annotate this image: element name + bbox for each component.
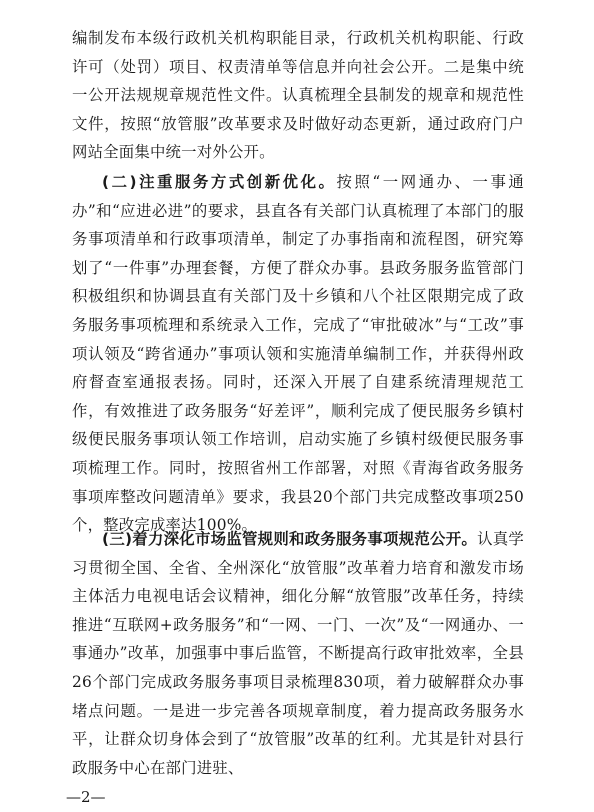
section-heading-2: (二)注重服务方式创新优化。 (102, 173, 337, 191)
paragraph-3-body: 认真学习贯彻全国、全省、全州深化“放管服”改革着力培育和激发市场主体活力电视电话会议精神，细化分解“放管服”改革任务，持续推进“互联网+政务服务”和“一网、一门、一次”及“一网通办、一事通办”改革，加强事中事后监管，不断提高行政审批效率，全县26个部门完成政务服务事项目录梳理830项，着力破解群众办事堵点问题。一是进一步完善各项规章制度，着力提高政务服务水平，让群众切身体会到了“放管服”改革的红利。尤其是针对县行政服务中心在部门进驻、 (72, 530, 524, 777)
paragraph-1-body: 编制发布本级行政机关机构职能目录，行政机关机构职能、行政许可（处罚）项目、权责清单等信息并向社会公开。二是集中统一公开法规规章规范性文件。认真梳理全县制发的规章和规范性文件，按照“放管服”改革要求及时做好动态更新，通过政府门户网站全面集中统一对外公开。 (72, 29, 524, 162)
paragraph-1 (72, 24, 524, 167)
paragraph-2 (72, 168, 524, 540)
section-heading-3: (三)着力深化市场监管规则和政务服务事项规范公开。 (102, 530, 478, 548)
paragraph-2-body: 按照“一网通办、一事通办”和“应进必进”的要求，县直各有关部门认真梳理了本部门的服务事项清单和行政事项清单，制定了办事指南和流程图，研究筹划了“一件事”办理套餐，方便了群众办事。县政务服务监管部门积极组织和协调县直有关部门及十乡镇和八个社区限期完成了政务服务事项梳理和系统录入工作，完成了“审批破冰”与“工改”事项认领及“跨省通办”事项认领和实施清单编制工作，并获得州政府督查室通报表扬。同时，还深入开展了自建系统清理规范工作，有效推进了政务服务“好差评”，顺利完成了便民服务乡镇村级便民服务事项认领工作培训，启动实施了乡镇村级便民服务事项梳理工作。同时，按照省州工作部署，对照《青海省政务服务事项库整改问题清单》要求，我县20个部门共完成整改事项250个，整改完成率达100%。 (72, 173, 524, 535)
page-number: —2— (66, 788, 106, 806)
paragraph-3 (72, 525, 524, 782)
